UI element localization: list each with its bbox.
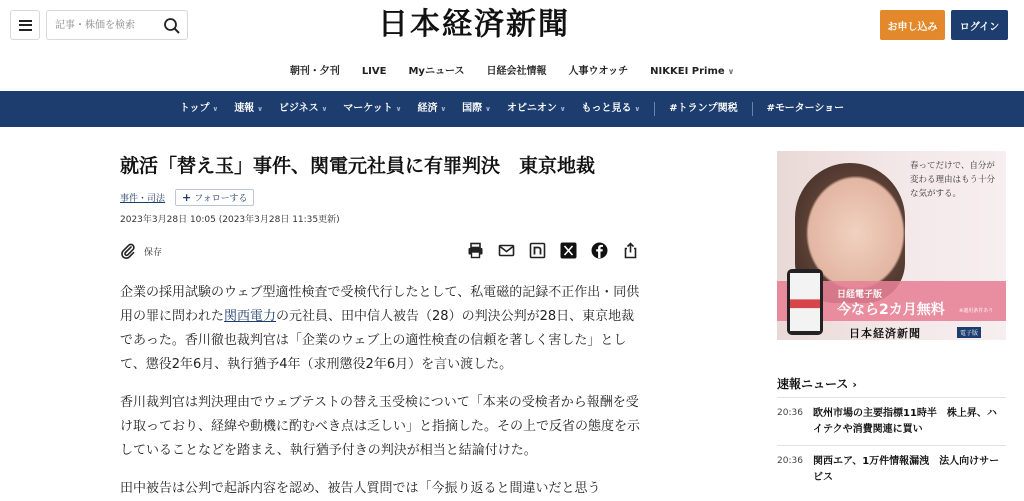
secondary-nav [0, 62, 1024, 82]
article-meta [120, 188, 640, 206]
company-link-kepco[interactable]: 関西電力 [224, 309, 277, 324]
news-time: 20:36 [777, 456, 803, 466]
promo-band-big: 今なら2カ月無料 [837, 302, 945, 318]
site-logo[interactable]: 日本経済新聞 [378, 7, 570, 42]
search-box [46, 10, 188, 40]
nav-item-label: 経済 [417, 103, 438, 114]
nav-divider [752, 102, 753, 116]
article-headline: 就活「替え玉」事件、関電元社員に有罪判決 東京地裁 [120, 155, 596, 177]
nav-item-label: 国際 [462, 103, 483, 114]
article-timestamp: 2023年3月28日 10:05 (2023年3月28日 11:35更新) [120, 215, 340, 225]
chevron-down-icon: ∨ [440, 105, 447, 113]
nav-tag-tariff[interactable]: #トランプ関税 [669, 103, 738, 114]
main-nav [0, 91, 1024, 127]
subnav-item-nikkei-prime[interactable] [639, 62, 745, 82]
subnav-item-morning-evening[interactable]: 朝刊・夕刊 [289, 66, 340, 77]
article-paragraph: 香川裁判官は判決理由でウェブテストの替え玉受検について「本来の受検者から報酬を受け取っており、経緯や動機に酌むべき点は乏しい」と指摘した。その上で反省の態度を示していることなどを踏まえ、執行猶予付きの判決が相当と結論付けた。 [120, 395, 641, 458]
nav-item-label: マーケット [343, 103, 393, 114]
promo-tagline: 春ってだけで、自分が変わる理由はもう十分な気がする。 [910, 161, 996, 199]
plus-icon: + [182, 190, 192, 204]
follow-label: フォローする [194, 193, 248, 204]
note-icon[interactable] [528, 241, 547, 260]
chevron-down-icon: ∨ [634, 105, 641, 113]
save-button[interactable] [120, 243, 162, 259]
chevron-down-icon: ∨ [559, 105, 566, 113]
subnav-item-personnel-watch[interactable]: 人事ウオッチ [568, 66, 629, 77]
paragraph-text: の元社員、田中信人被告（28）の判決公判が28日、東京地裁であった。香川徹也裁判官は「企業のウェブ上の適性検査の信頼を著しく害した」として、懲役2年6月、執行猶予4年（求刑懲役2年6月）を言い渡した。 [120, 309, 635, 372]
promo-band-note: ※適用条件あり [959, 308, 994, 314]
promo-logo: 日本経済新聞 [849, 327, 921, 340]
nav-item-opinion[interactable] [499, 91, 574, 127]
breaking-news-label: 速報ニュース [777, 377, 849, 391]
paperclip-icon [120, 243, 136, 259]
chevron-down-icon: ∨ [321, 105, 328, 113]
breaking-news-list [777, 397, 1006, 493]
menu-button[interactable] [10, 10, 40, 40]
search-icon[interactable] [163, 17, 181, 35]
news-time: 20:36 [777, 408, 803, 418]
nav-item-top[interactable] [172, 91, 226, 127]
news-headline: 関西エア、1万件情報漏洩 法人向けサービス [813, 456, 1000, 483]
nav-item-business[interactable] [271, 91, 335, 127]
nav-item-label: 速報 [234, 103, 255, 114]
chevron-down-icon: ∨ [212, 105, 219, 113]
share-icon[interactable] [621, 241, 640, 260]
nav-item-label: ビジネス [278, 103, 319, 114]
nav-item-more[interactable] [574, 91, 649, 127]
facebook-icon[interactable] [590, 241, 609, 260]
article [120, 127, 640, 501]
article-paragraph: 田中被告は公判で起訴内容を認め、被告人質問では「今振り返ると間違いだと思う [120, 481, 601, 496]
chevron-down-icon: ∨ [257, 105, 263, 113]
article-body [120, 281, 640, 501]
nav-item-breaking[interactable] [226, 91, 271, 127]
subnav-item-mynews[interactable]: Myニュース [408, 66, 465, 77]
list-item[interactable] [777, 397, 1006, 445]
save-label: 保存 [144, 247, 163, 258]
print-icon[interactable] [466, 241, 485, 260]
news-headline: 欧州市場の主要指標11時半 株上昇、ハイテクや消費関連に買い [813, 408, 997, 435]
nav-item-label: もっと見る [581, 103, 632, 114]
article-paragraph [120, 281, 640, 377]
nav-item-label: トップ [179, 103, 210, 114]
search-input[interactable] [47, 12, 157, 38]
article-tools [120, 241, 640, 263]
subnav-item-live[interactable]: LIVE [361, 66, 387, 77]
nav-item-label: オピニオン [506, 103, 557, 114]
x-twitter-icon[interactable] [559, 241, 578, 260]
chevron-down-icon: ∨ [485, 105, 491, 113]
mail-icon[interactable] [497, 241, 516, 260]
subnav-item-label: NIKKEI Prime [650, 66, 725, 77]
chevron-right-icon: › [852, 378, 857, 391]
login-button[interactable]: ログイン [951, 10, 1008, 40]
hamburger-icon [19, 20, 32, 31]
phone-image [787, 269, 823, 335]
promo-banner[interactable] [777, 151, 1006, 340]
paragraph-text: 企業の採用試験のウェブ型適性検査で受検代行したとして、私電磁的記録不正作出・同供用の罪に問われた [120, 285, 640, 324]
nav-tag-motorshow[interactable]: #モーターショー [766, 103, 845, 114]
promo-band-small: 日経電子版 [837, 290, 883, 300]
category-link[interactable]: 事件・司法 [120, 193, 166, 204]
nav-divider [654, 102, 655, 116]
promo-badge: 電子版 [957, 327, 981, 338]
nav-item-economy[interactable] [409, 91, 454, 127]
chevron-down-icon: ∨ [395, 105, 402, 113]
follow-button[interactable] [175, 189, 254, 206]
nav-item-international[interactable] [454, 91, 499, 127]
subnav-item-company-info[interactable]: 日経会社情報 [486, 66, 547, 77]
list-item[interactable] [777, 445, 1006, 493]
share-tools [466, 241, 640, 260]
nav-item-market[interactable] [335, 91, 409, 127]
apply-button[interactable]: お申し込み [880, 10, 945, 40]
top-header [0, 0, 1024, 52]
breaking-news-title[interactable] [777, 375, 857, 392]
chevron-down-icon: ∨ [727, 67, 735, 76]
